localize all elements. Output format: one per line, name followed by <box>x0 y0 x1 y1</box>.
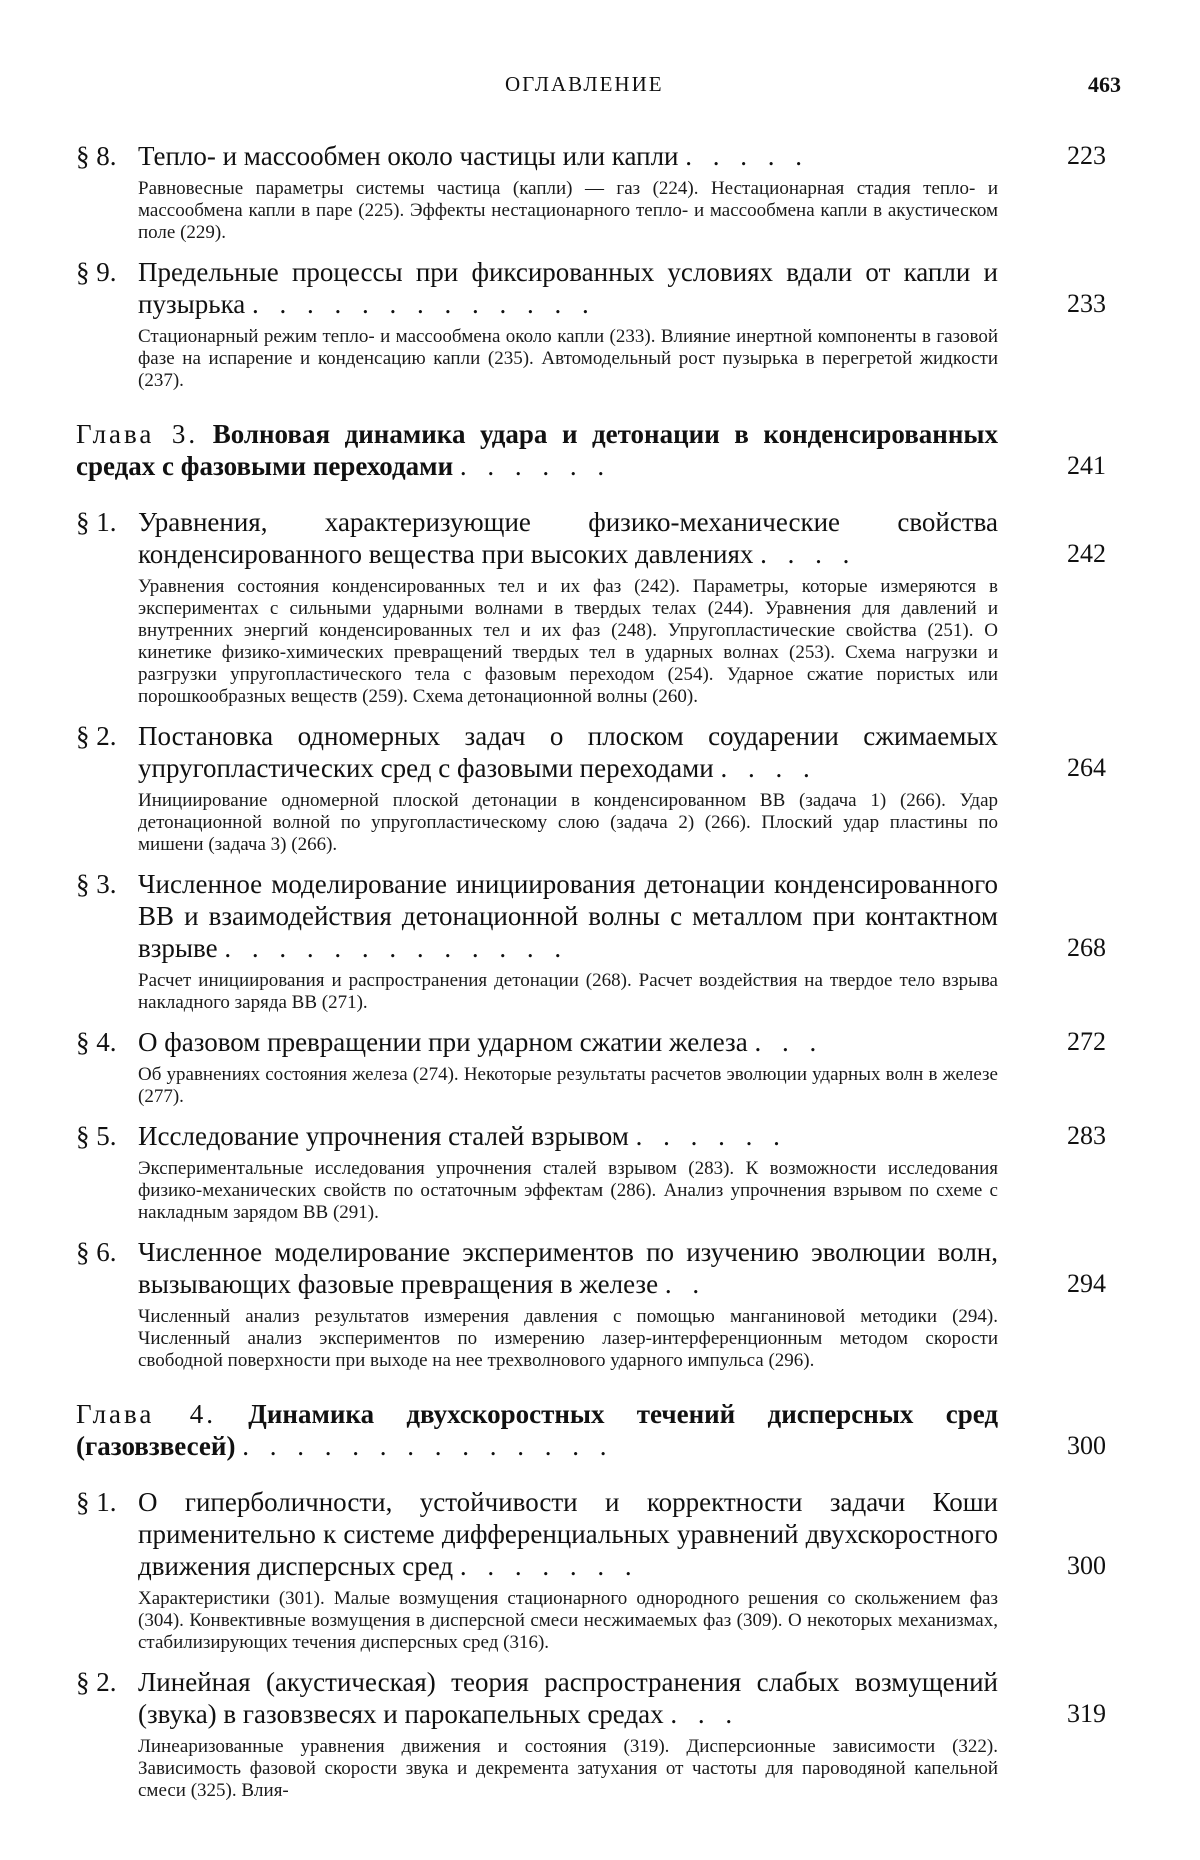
toc-entry-section-8 <box>76 140 1106 244</box>
section-title: Линейная (акустическая) теория распространения слабых возмущений (звука) в газовзвесях и парокапельных средах <box>138 1667 998 1729</box>
running-header-title: ОГЛАВЛЕНИЕ <box>505 72 664 96</box>
toc-entry-section-3 <box>76 868 1106 1014</box>
leader-dots: . . . . <box>720 753 817 783</box>
leader-dots: . . . . . <box>685 141 809 171</box>
section-subtopics: Уравнения состояния конденсированных тел и их фаз (242). Параметры, которые измеряются в экспериментах с сильными ударными волнами в твердых телах (244). Уравнения для давлений и внутренних энергий конденсированных тел и их фаз (248). Упругопластические свойства (251). О кинетике физико-химических превращений твердых тел в ударных волнах (253). Схема нагрузки и разгрузки упругопластического тела с фазовым переходом (254). Ударное сжатие пористых или порошкообразных веществ (259). Схема детонационной волны (260). <box>138 576 998 707</box>
toc-entry-section-6 <box>76 1236 1106 1372</box>
leader-dots: . . . <box>754 1027 824 1057</box>
entry-page-number: 300 <box>1067 1431 1106 1460</box>
section-subtopics: Равновесные параметры системы частица (капли) — газ (224). Нестационарная стадия тепло- и массообмена капли в паре (225). Эффекты нестационарного тепло- и массообмена капли в акустическом поле (229). <box>138 178 998 243</box>
chapter-label: Глава 4. <box>76 1399 216 1429</box>
section-title: Численное моделирование инициирования детонации конденсированного ВВ и взаимодействия детонационной волны с металлом при контактном взрыве <box>138 869 998 963</box>
leader-dots: . . . . <box>760 539 857 569</box>
leader-dots: . . . <box>670 1699 740 1729</box>
leader-dots: . . <box>664 1269 707 1299</box>
leader-dots: . . . . . . <box>635 1121 787 1151</box>
entry-page-number: 283 <box>1067 1121 1106 1150</box>
entry-page-number: 264 <box>1067 753 1106 782</box>
section-title: Численное моделирование экспериментов по изучению эволюции волн, вызывающих фазовые превращения в железе <box>138 1237 998 1299</box>
leader-dots: . . . . . . <box>459 451 612 481</box>
toc-entry-section-1 <box>76 506 1106 708</box>
toc-entry-section-2-chapter-4 <box>76 1666 1106 1802</box>
leader-dots: . . . . . . . . . . . . . <box>252 289 596 319</box>
entry-page-number: 241 <box>1067 451 1106 480</box>
entry-page-number: 272 <box>1067 1027 1106 1056</box>
entry-page-number: 242 <box>1067 539 1106 568</box>
section-title: Предельные процессы при фиксированных условиях вдали от капли и пузырька <box>138 257 998 319</box>
section-title: Уравнения, характеризующие физико-механические свойства конденсированного вещества при высоких давлениях <box>138 507 998 569</box>
toc-entry-chapter-4 <box>76 1398 1106 1462</box>
section-title: О фазовом превращении при ударном сжатии железа <box>138 1027 748 1057</box>
entry-page-number: 300 <box>1067 1551 1106 1580</box>
section-subtopics: Стационарный режим тепло- и массообмена около капли (233). Влияние инертной компоненты в газовой фазе на испарение и конденсацию капли (235). Автомодельный рост пузырька в перегретой жидкости (237). <box>138 326 998 391</box>
section-subtopics: Характеристики (301). Малые возмущения стационарного однородного решения со скольжением фаз (304). Конвективные возмущения в дисперсной смеси несжимаемых фаз (309). О некоторых механизмах, стабилизирующих течения дисперсных сред (316). <box>138 1588 998 1653</box>
section-title: Постановка одномерных задач о плоском соударении сжимаемых упругопластических сред с фазовыми переходами <box>138 721 998 783</box>
section-number: § 5. <box>76 1121 117 1151</box>
section-number: § 1. <box>76 507 117 537</box>
entry-page-number: 223 <box>1067 141 1106 170</box>
toc-entry-section-4 <box>76 1026 1106 1108</box>
entry-page-number: 268 <box>1067 933 1106 962</box>
entry-page-number: 294 <box>1067 1269 1106 1298</box>
section-number: § 2. <box>76 1667 117 1697</box>
section-subtopics: Линеаризованные уравнения движения и состояния (319). Дисперсионные зависимости (322). Зависимость фазовой скорости звука и декремента затухания от частоты для пароводяной капельной смеси (325). Влия- <box>138 1736 998 1801</box>
section-title: О гиперболичности, устойчивости и корректности задачи Коши применительно к системе дифференциальных уравнений двухскоростного движения дисперсных сред <box>138 1487 998 1581</box>
section-subtopics: Об уравнениях состояния железа (274). Некоторые результаты расчетов эволюции ударных волн в железе (277). <box>138 1064 998 1107</box>
section-number: § 8. <box>76 141 117 171</box>
section-number: § 2. <box>76 721 117 751</box>
section-number: § 3. <box>76 869 117 899</box>
table-of-contents <box>76 140 1106 1814</box>
running-header <box>0 72 1200 108</box>
leader-dots: . . . . . . . . . . . . . <box>224 933 569 963</box>
section-subtopics: Инициирование одномерной плоской детонации в конденсированном ВВ (задача 1) (266). Удар детонационной волной по упругопластическому слою (задача 2) (266). Плоский удар пластины по мишени (задача 3) (266). <box>138 790 998 855</box>
leader-dots: . . . . . . . <box>459 1551 639 1581</box>
entry-page-number: 319 <box>1067 1699 1106 1728</box>
toc-entry-section-1-chapter-4 <box>76 1486 1106 1654</box>
section-number: § 1. <box>76 1487 117 1517</box>
toc-entry-section-5 <box>76 1120 1106 1224</box>
section-subtopics: Экспериментальные исследования упрочнения сталей взрывом (283). К возможности исследования физико-механических свойств по остаточным эффектам (286). Анализ упрочнения взрывом по схеме с накладным зарядом ВВ (291). <box>138 1158 998 1223</box>
page-number: 463 <box>1088 72 1121 97</box>
section-title: Исследование упрочнения сталей взрывом <box>138 1121 629 1151</box>
section-number: § 9. <box>76 257 117 287</box>
section-subtopics: Расчет инициирования и распространения детонации (268). Расчет воздействия на твердое тело взрыва накладного заряда ВВ (271). <box>138 970 998 1013</box>
section-subtopics: Численный анализ результатов измерения давления с помощью манганиновой методики (294). Численный анализ экспериментов по измерению лазер-интерференционным методом скорости свободной поверхности при выходе на нее трехволнового ударного импульса (296). <box>138 1306 998 1371</box>
section-number: § 6. <box>76 1237 117 1267</box>
toc-entry-section-9 <box>76 256 1106 392</box>
chapter-title: Волновая динамика удара и детонации в конденсированных средах с фазовыми переходами <box>76 419 999 481</box>
section-title: Тепло- и массообмен около частицы или капли <box>138 141 679 171</box>
chapter-label: Глава 3. <box>76 419 199 449</box>
leader-dots: . . . . . . . . . . . . . . <box>242 1431 614 1461</box>
entry-page-number: 233 <box>1067 289 1106 318</box>
chapter-title: Динамика двухскоростных течений дисперсных сред (газовзвесей) <box>76 1399 999 1461</box>
toc-entry-section-2 <box>76 720 1106 856</box>
section-number: § 4. <box>76 1027 117 1057</box>
toc-entry-chapter-3 <box>76 418 1106 482</box>
